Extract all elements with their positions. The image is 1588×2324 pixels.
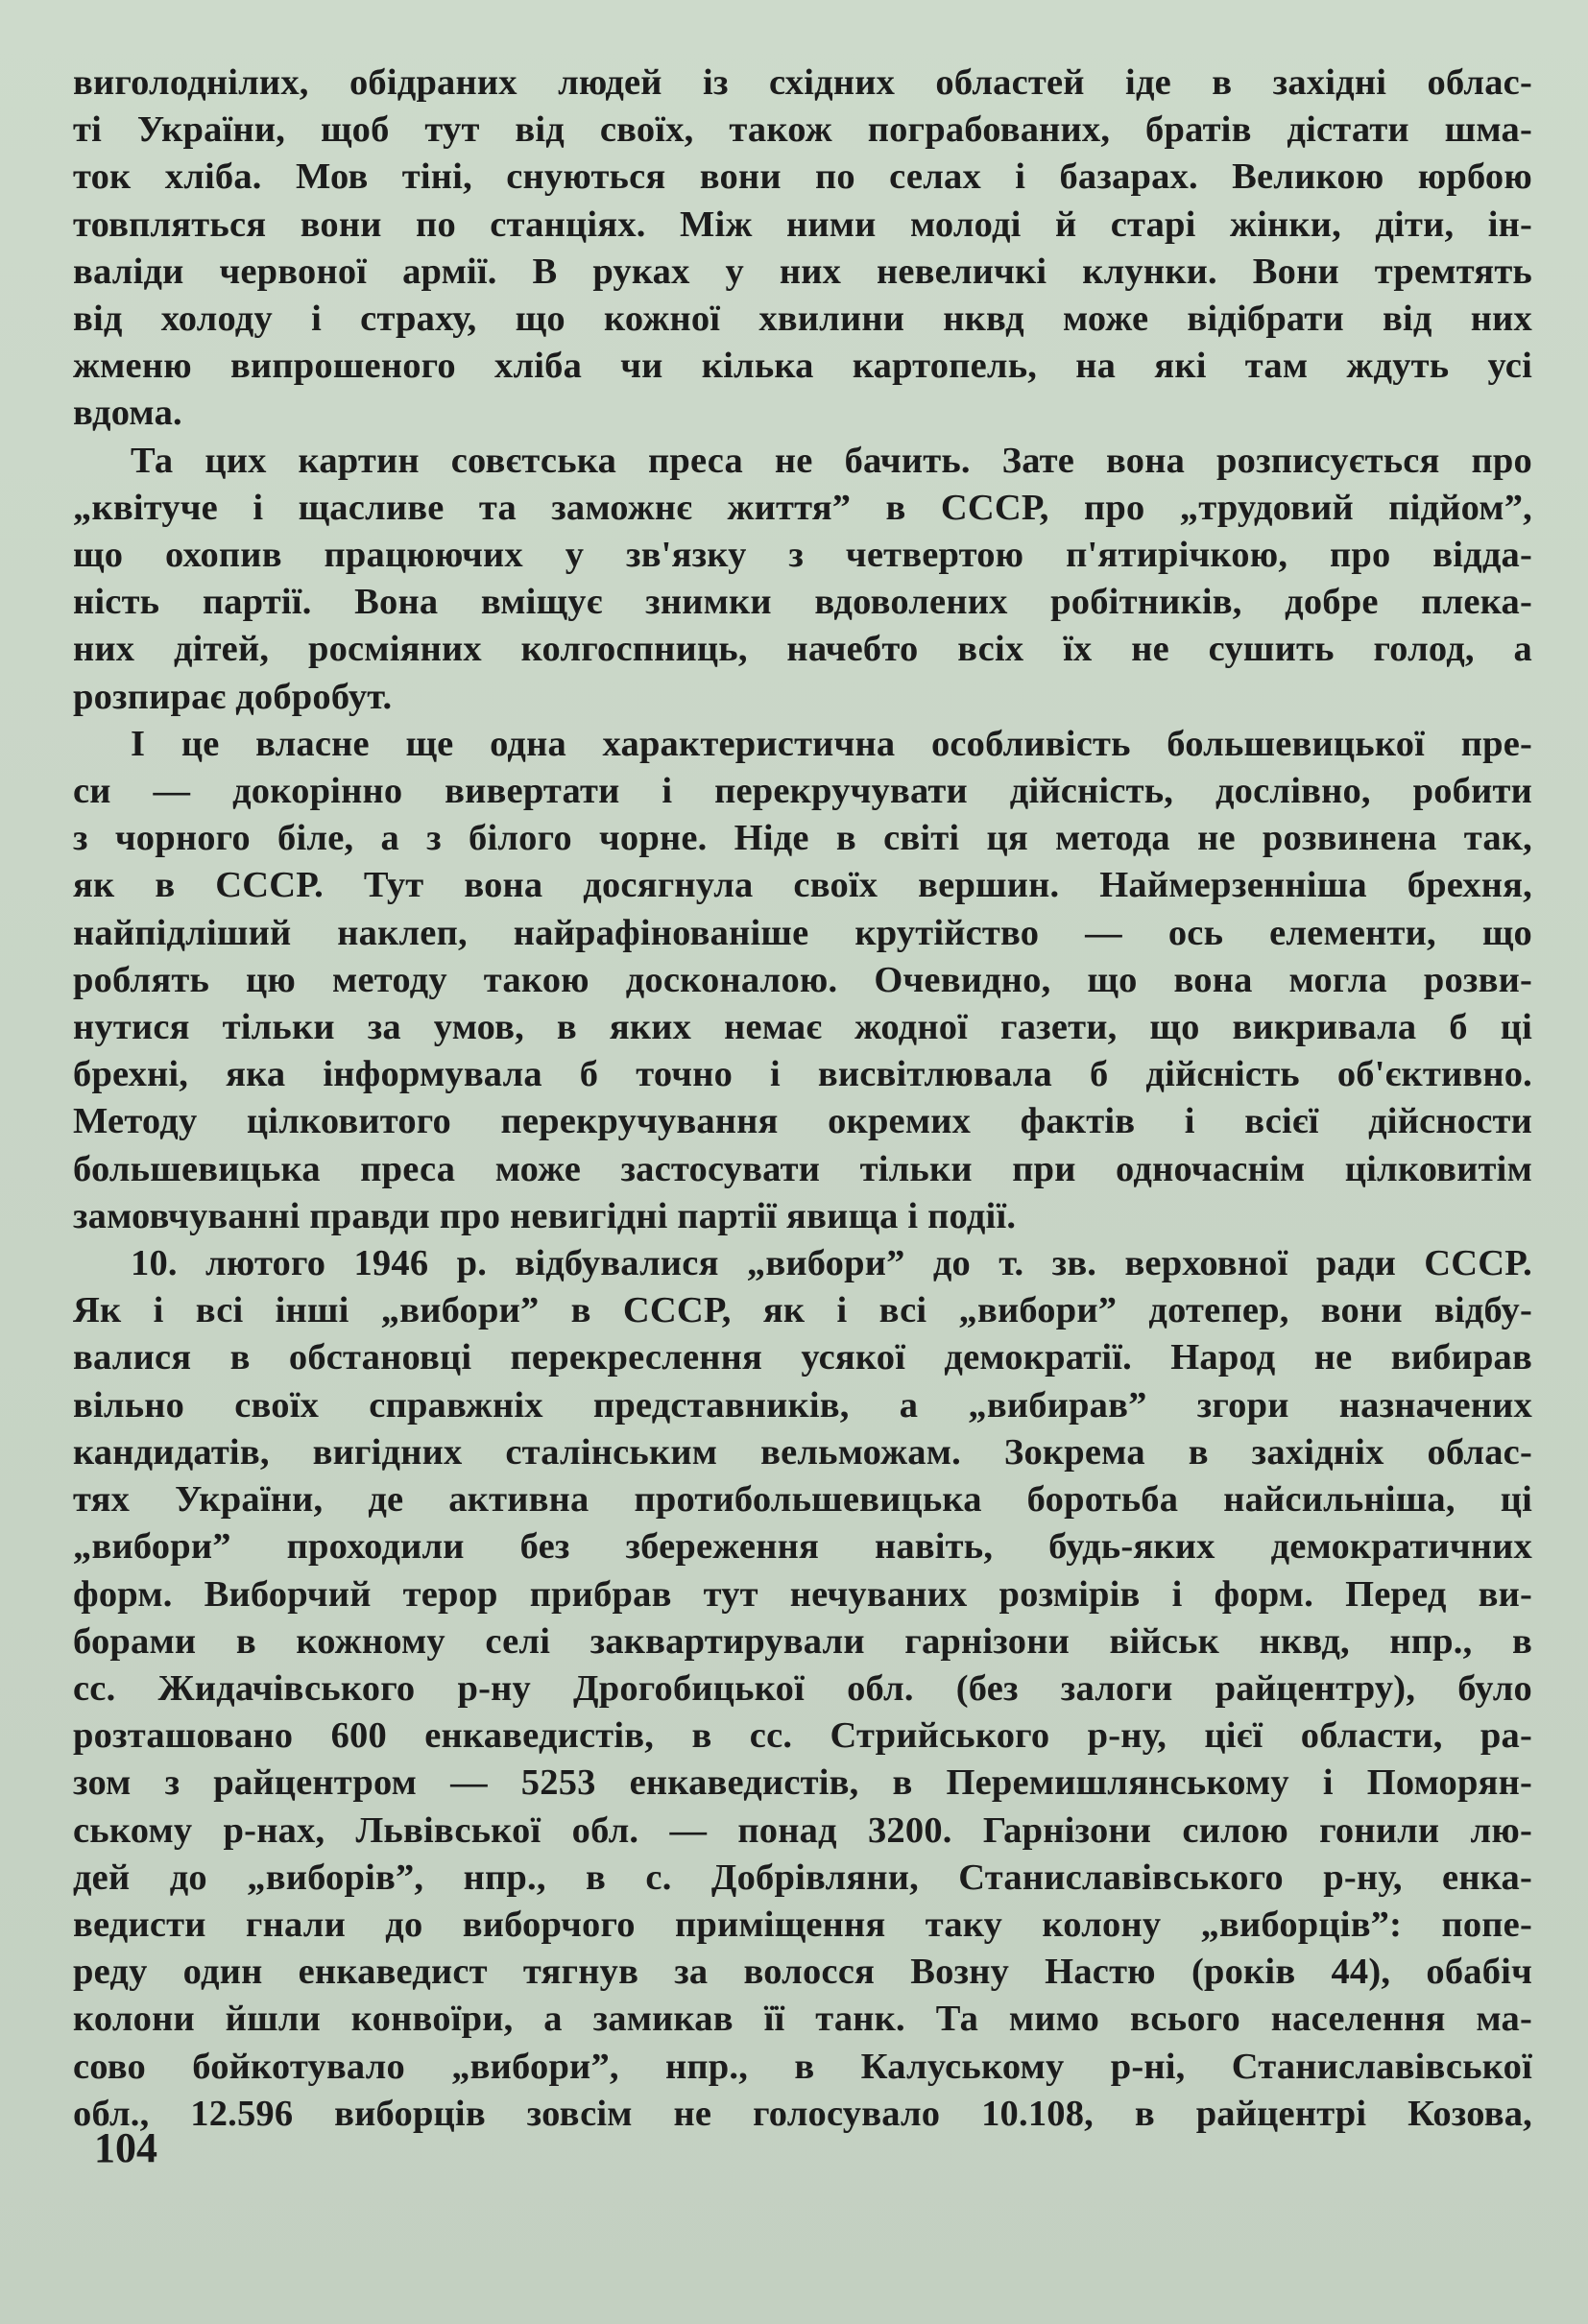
text-line: нутися тільки за умов, в яких немає жодної газети, що викривала б ці [73, 1007, 1532, 1048]
page-number: 104 [94, 2124, 157, 2171]
text-line: форм. Виборчий терор прибрав тут нечуваних розмірів і форм. Перед ви- [73, 1573, 1532, 1615]
text-line: замовчуванні правди про невигідні партії явища і події. [73, 1195, 1017, 1236]
text-line: як в СССР. Тут вона досягнула своїх вершин. Наймерзенніша брехня, [73, 865, 1532, 906]
text-line: найпідліший наклеп, найрафінованіше крутійство — ось елементи, що [73, 912, 1532, 953]
text-line: жменю випрошеного хліба чи кілька картопель, на які там ждуть усі [73, 346, 1532, 387]
text-line: ведисти гнали до виборчого приміщення таку колону „виборців”: попе- [73, 1904, 1532, 1945]
text-line: вільно своїх справжніх представників, а „вибирав” згори назначених [73, 1384, 1532, 1426]
text-line: валіди червоної армії. В руках у них невеличкі клунки. Вони тремтять [73, 251, 1532, 292]
text-line: сово бойкотувало „вибори”, нпр., в Калуському р-ні, Станиславівської [73, 2046, 1532, 2087]
text-line: си — докорінно вивертати і перекручувати дійсність, дослівно, робити [73, 771, 1532, 812]
text-line: вдома. [73, 393, 182, 434]
text-line: роблять цю методу такою досконалою. Очевидно, що вона могла розви- [73, 959, 1532, 1000]
text-line: валися в обстановці перекреслення усякої демократії. Народ не вибирав [73, 1337, 1532, 1378]
text-line: І це власне ще одна характеристична особливість большевицької пре- [131, 723, 1532, 764]
text-line: виголоднілих, обідраних людей із східних областей іде в західні облас- [73, 62, 1532, 103]
text-line: дей до „виборів”, нпр., в с. Добрівляни, Станиславівського р-ну, енка- [73, 1857, 1532, 1898]
text-line: сс. Жидачівського р-ну Дрогобицької обл. (без залоги райцентру), було [73, 1667, 1532, 1709]
text-line: тях України, де активна протибольшевицька боротьба найсильніша, ці [73, 1479, 1532, 1521]
text-line: Методу цілковитого перекручування окремих фактів і всієї дійсности [73, 1101, 1532, 1142]
text-line: борами в кожному селі заквартирували гарнізони військ нквд, нпр., в [73, 1620, 1532, 1662]
text-line: обл., 12.596 виборців зовсім не голосувало 10.108, в райцентрі Козова, [73, 2093, 1532, 2134]
text-line: товпляться вони по станціях. Між ними молоді й старі жінки, діти, ін- [73, 204, 1532, 245]
text-line: від холоду і страху, що кожної хвилини нквд може відібрати від них [73, 299, 1532, 340]
text-line: ті України, щоб тут від своїх, також пограбованих, братів дістати шма- [73, 109, 1532, 151]
text-line: 10. лютого 1946 р. відбувалися „вибори” до т. зв. верховної ради СССР. [131, 1243, 1532, 1284]
text-line: реду один енкаведист тягнув за волосся Возну Настю (років 44), обабіч [73, 1952, 1532, 1993]
text-line: кандидатів, вигідних сталінським вельможам. Зокрема в західніх облас- [73, 1431, 1532, 1473]
text-line: Та цих картин совєтська преса не бачить. Зате вона розписується про [131, 440, 1532, 481]
text-line: них дітей, росміяних колгоспниць, начебто всіх їх не сушить голод, а [73, 629, 1532, 670]
text-line: ність партії. Вона вміщує знимки вдоволених робітників, добре плека- [73, 582, 1532, 623]
text-line: що охопив працюючих у зв'язку з четвертою п'ятирічкою, про відда- [73, 535, 1532, 576]
text-line: „вибори” проходили без збереження навіть, будь-яких демократичних [73, 1526, 1532, 1568]
text-line: Як і всі інші „вибори” в СССР, як і всі „вибори” дотепер, вони відбу- [73, 1290, 1532, 1331]
text-line: з чорного біле, а з білого чорне. Ніде в світі ця метода не розвинена так, [73, 818, 1532, 859]
text-line: ському р-нах, Львівської обл. — понад 3200. Гарнізони силою гонили лю- [73, 1809, 1532, 1851]
text-line: „квітуче і щасливе та заможнє життя” в СССР, про „трудовий підйом”, [73, 487, 1532, 528]
text-line: ток хліба. Мов тіні, снуються вони по селах і базарах. Великою юрбою [73, 156, 1532, 198]
text-line: зом з райцентром — 5253 енкаведистів, в Перемишлянському і Поморян- [73, 1762, 1532, 1804]
text-line: розпирає добробут. [73, 676, 393, 717]
text-line: большевицька преса може застосувати тільки при одночаснім цілковитім [73, 1148, 1532, 1189]
text-line: колони йшли конвоїри, а замикав її танк. Та мимо всього населення ма- [73, 1999, 1532, 2040]
text-line: розташовано 600 енкаведистів, в сс. Стрийського р-ну, цієї области, ра- [73, 1715, 1532, 1757]
text-line: брехні, яка інформувала б точно і висвітлювала б дійсність об'єктивно. [73, 1054, 1532, 1095]
body-text [73, 60, 1532, 2138]
